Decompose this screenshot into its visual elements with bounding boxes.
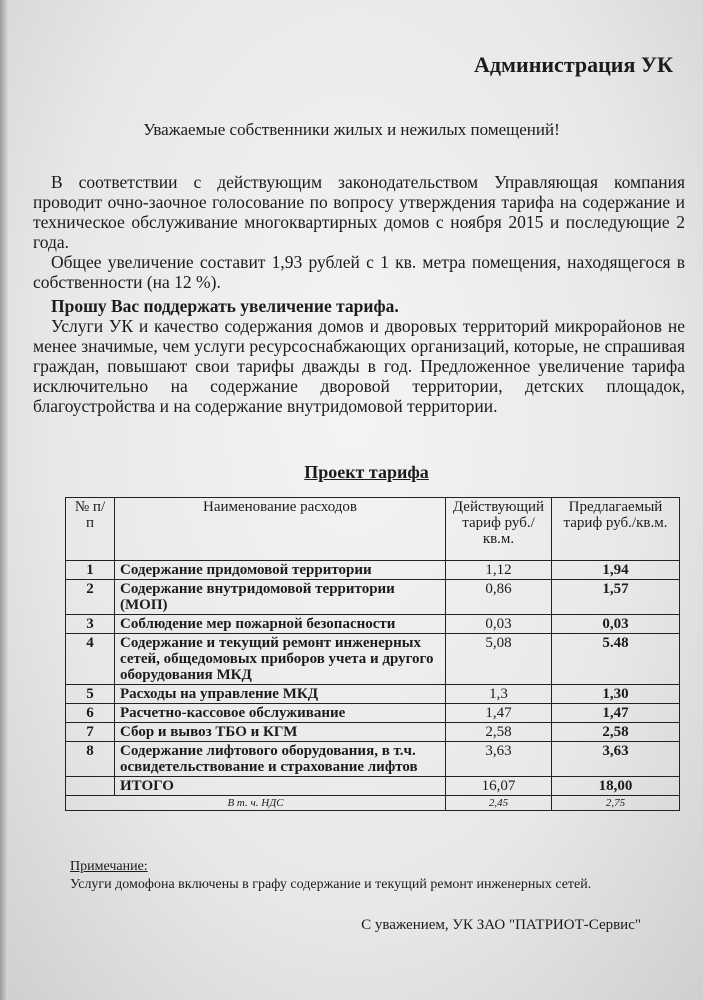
row-proposed: 3,63	[552, 742, 680, 777]
row-number	[66, 777, 115, 796]
row-current: 1,47	[446, 704, 552, 723]
row-proposed: 1,57	[552, 580, 680, 615]
row-proposed: 2,58	[552, 723, 680, 742]
col-current: Действующий тариф руб./кв.м.	[446, 498, 552, 561]
row-number: 4	[66, 634, 115, 685]
col-proposed: Предлагаемый тариф руб./кв.м.	[552, 498, 680, 561]
row-current: 0,86	[446, 580, 552, 615]
row-proposed: 1,30	[552, 685, 680, 704]
tariff-table	[65, 497, 680, 811]
row-name: Расчетно-кассовое обслуживание	[115, 704, 446, 723]
col-number: № п/п	[66, 498, 115, 561]
table-row	[66, 561, 680, 580]
row-name: Содержание лифтового оборудования, в т.ч. освидетельствование и страхование лифтов	[115, 742, 446, 777]
table-row	[66, 634, 680, 685]
row-name: Содержание внутридомовой территории (МОП)	[115, 580, 446, 615]
row-number: 8	[66, 742, 115, 777]
row-proposed: 1,47	[552, 704, 680, 723]
paragraph: В соответствии с действующим законодательством Управляющая компания проводит очно-заочное голосование по вопросу утверждения тарифа на содержание и техническое обслуживание многоквартирных домов с ноября 2015 и последующие 2 года.	[33, 172, 685, 252]
paragraph: Общее увеличение составит 1,93 рублей с 1 кв. метра помещения, находящегося в собственности (на 12 %).	[33, 252, 685, 292]
row-current: 0,03	[446, 615, 552, 634]
table-row	[66, 615, 680, 634]
table-row	[66, 685, 680, 704]
table-row	[66, 580, 680, 615]
row-name: Содержание и текущий ремонт инженерных сетей, общедомовых приборов учета и другого оборудования МКД	[115, 634, 446, 685]
row-number: 7	[66, 723, 115, 742]
greeting: Уважаемые собственники жилых и нежилых помещений!	[143, 120, 560, 139]
table-row	[66, 704, 680, 723]
note-heading: Примечание:	[70, 859, 148, 874]
row-name: Расходы на управление МКД	[115, 685, 446, 704]
vat-label: В т. ч. НДС	[66, 796, 446, 811]
row-name: ИТОГО	[115, 777, 446, 796]
row-name: Содержание придомовой территории	[115, 561, 446, 580]
row-number: 6	[66, 704, 115, 723]
row-proposed: 18,00	[552, 777, 680, 796]
row-current: 2,58	[446, 723, 552, 742]
col-name: Наименование расходов	[115, 498, 446, 561]
note	[70, 858, 591, 894]
row-proposed: 5.48	[552, 634, 680, 685]
row-proposed: 1,94	[552, 561, 680, 580]
row-current: 1,12	[446, 561, 552, 580]
row-name: Соблюдение мер пожарной безопасности	[115, 615, 446, 634]
row-proposed: 0,03	[552, 615, 680, 634]
project-title: Проект тарифа	[304, 462, 429, 482]
appeal: Прошу Вас поддержать увеличение тарифа.	[51, 296, 399, 316]
note-text: Услуги домофона включены в графу содержание и текущий ремонт инженерных сетей.	[70, 877, 592, 892]
row-number: 5	[66, 685, 115, 704]
table-row	[66, 723, 680, 742]
vat-row	[66, 796, 680, 811]
row-current: 16,07	[446, 777, 552, 796]
vat-current: 2,45	[446, 796, 552, 811]
row-number: 1	[66, 561, 115, 580]
paper-edge	[0, 0, 8, 1000]
row-current: 3,63	[446, 742, 552, 777]
row-name: Сбор и вывоз ТБО и КГМ	[115, 723, 446, 742]
row-current: 5,08	[446, 634, 552, 685]
table-header	[66, 498, 680, 561]
page-title: Администрация УК	[474, 52, 673, 77]
table-row	[66, 777, 680, 796]
row-number: 3	[66, 615, 115, 634]
vat-proposed: 2,75	[552, 796, 680, 811]
row-current: 1,3	[446, 685, 552, 704]
paragraph: Услуги УК и качество содержания домов и дворовых территорий микрорайонов не менее значимые, чем услуги ресурсоснабжающих организаций, которые, не спрашивая граждан, повышают свои тарифы дважды в год. Предложенное увеличение тарифа исключительно на содержание дворовой территории, детских площадок, благоустройства и на содержание внутридомовой территории.	[33, 316, 685, 416]
signature: С уважением, УК ЗАО "ПАТРИОТ-Сервис"	[361, 917, 641, 933]
row-number: 2	[66, 580, 115, 615]
table-row	[66, 742, 680, 777]
body-text	[33, 172, 685, 416]
